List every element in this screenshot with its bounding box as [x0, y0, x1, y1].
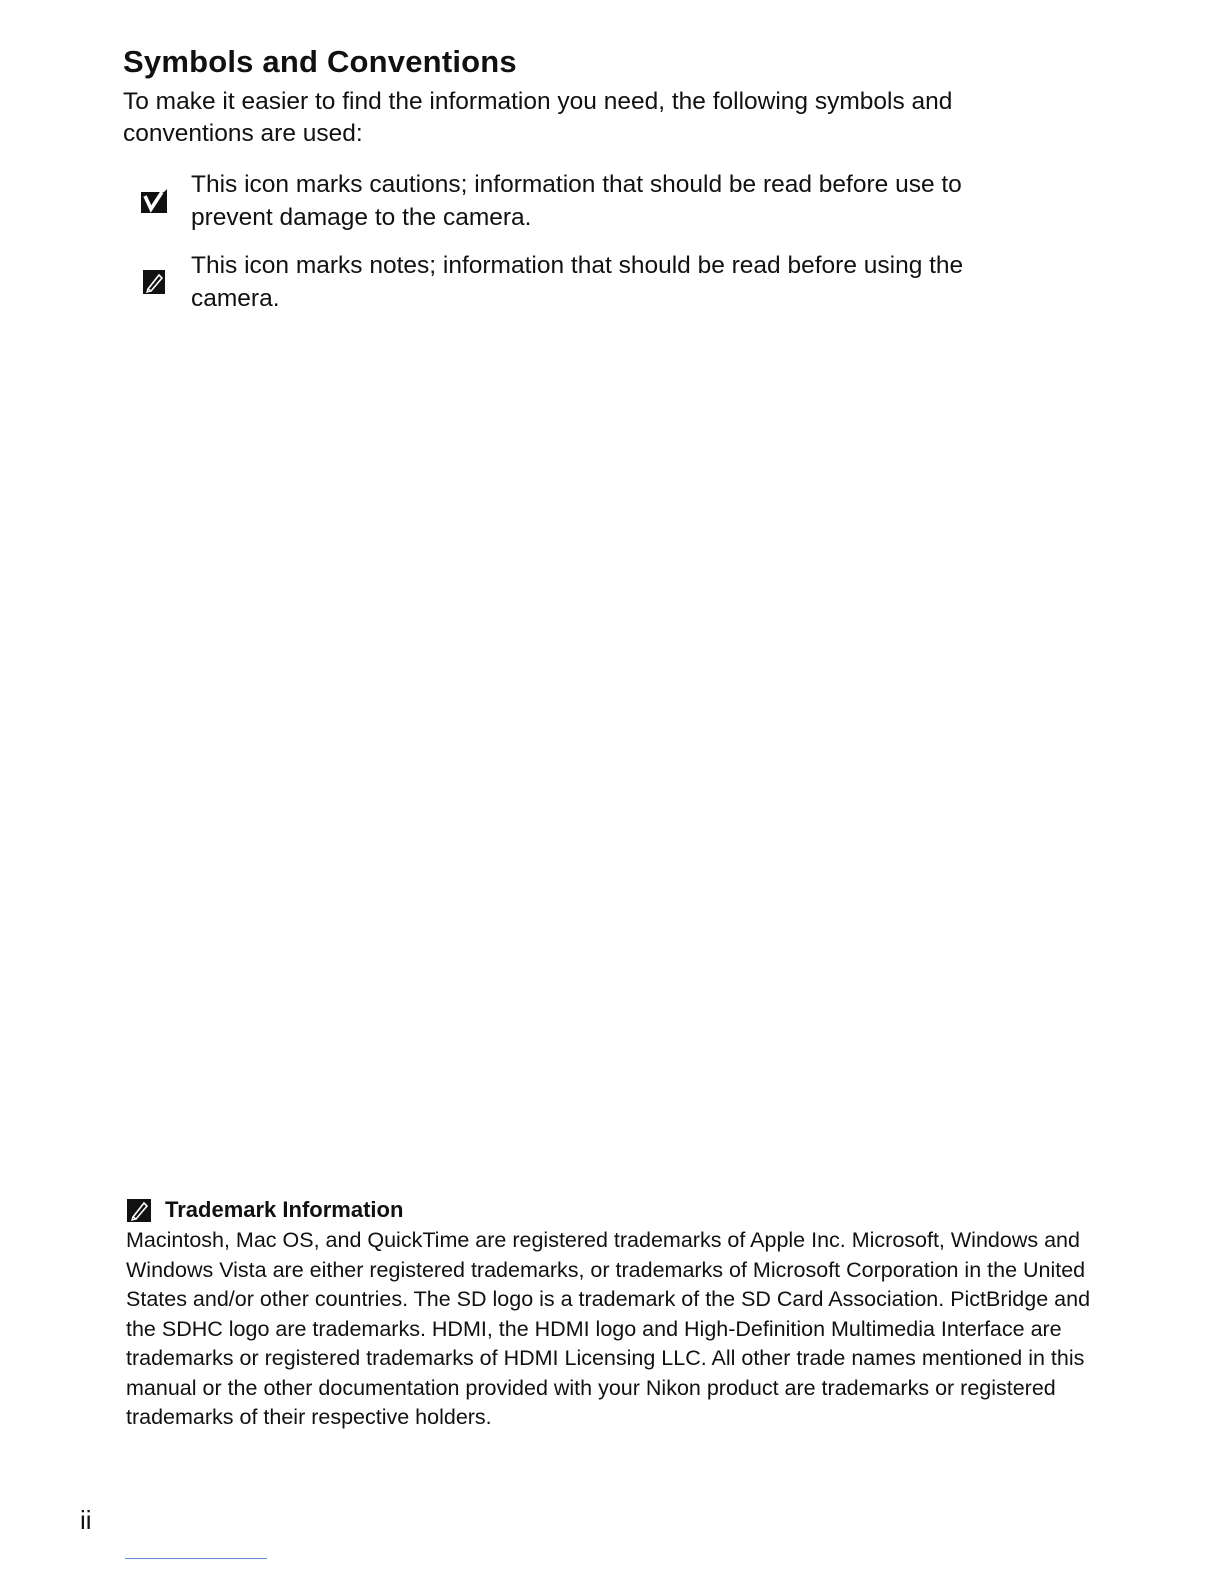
note-description: This icon marks notes; information that should be read before using the camera. — [191, 252, 964, 312]
note-pencil-icon — [140, 269, 168, 295]
trademark-body: Macintosh, Mac OS, and QuickTime are registered trademarks of Apple Inc. Microsoft, Windows and Windows Vista are either registered trademarks, or trademarks of Microsoft Corporation in the United States and/or other countries. The SD logo is a trademark of the SD Card Association. PictBridge and the SDHC logo are trademarks. HDMI, the HDMI logo and High-Definition Multimedia Interface are trademarks or registered trademarks of HDMI Licensing LLC. All other trade names mentioned in this manual or the other documentation provided with your Nikon product are trademarks or registered trademarks of their respective holders. — [126, 1228, 1091, 1429]
page-number: ii — [80, 1505, 92, 1535]
section-title: Symbols and Conventions — [123, 44, 517, 79]
note-pencil-icon — [126, 1198, 153, 1223]
caution-description: This icon marks cautions; information that should be read before use to prevent damage to the camera. — [191, 171, 962, 231]
footer-divider — [125, 1558, 267, 1559]
trademark-section — [126, 1194, 1096, 1433]
caution-checkmark-icon — [140, 188, 168, 214]
trademark-heading — [126, 1194, 1096, 1226]
caution-symbol-row — [140, 168, 1040, 234]
section-intro: To make it easier to find the information you need, the following symbols and conventions are used: — [123, 88, 953, 147]
note-symbol-row — [140, 249, 1040, 315]
trademark-title: Trademark Information — [165, 1197, 404, 1222]
